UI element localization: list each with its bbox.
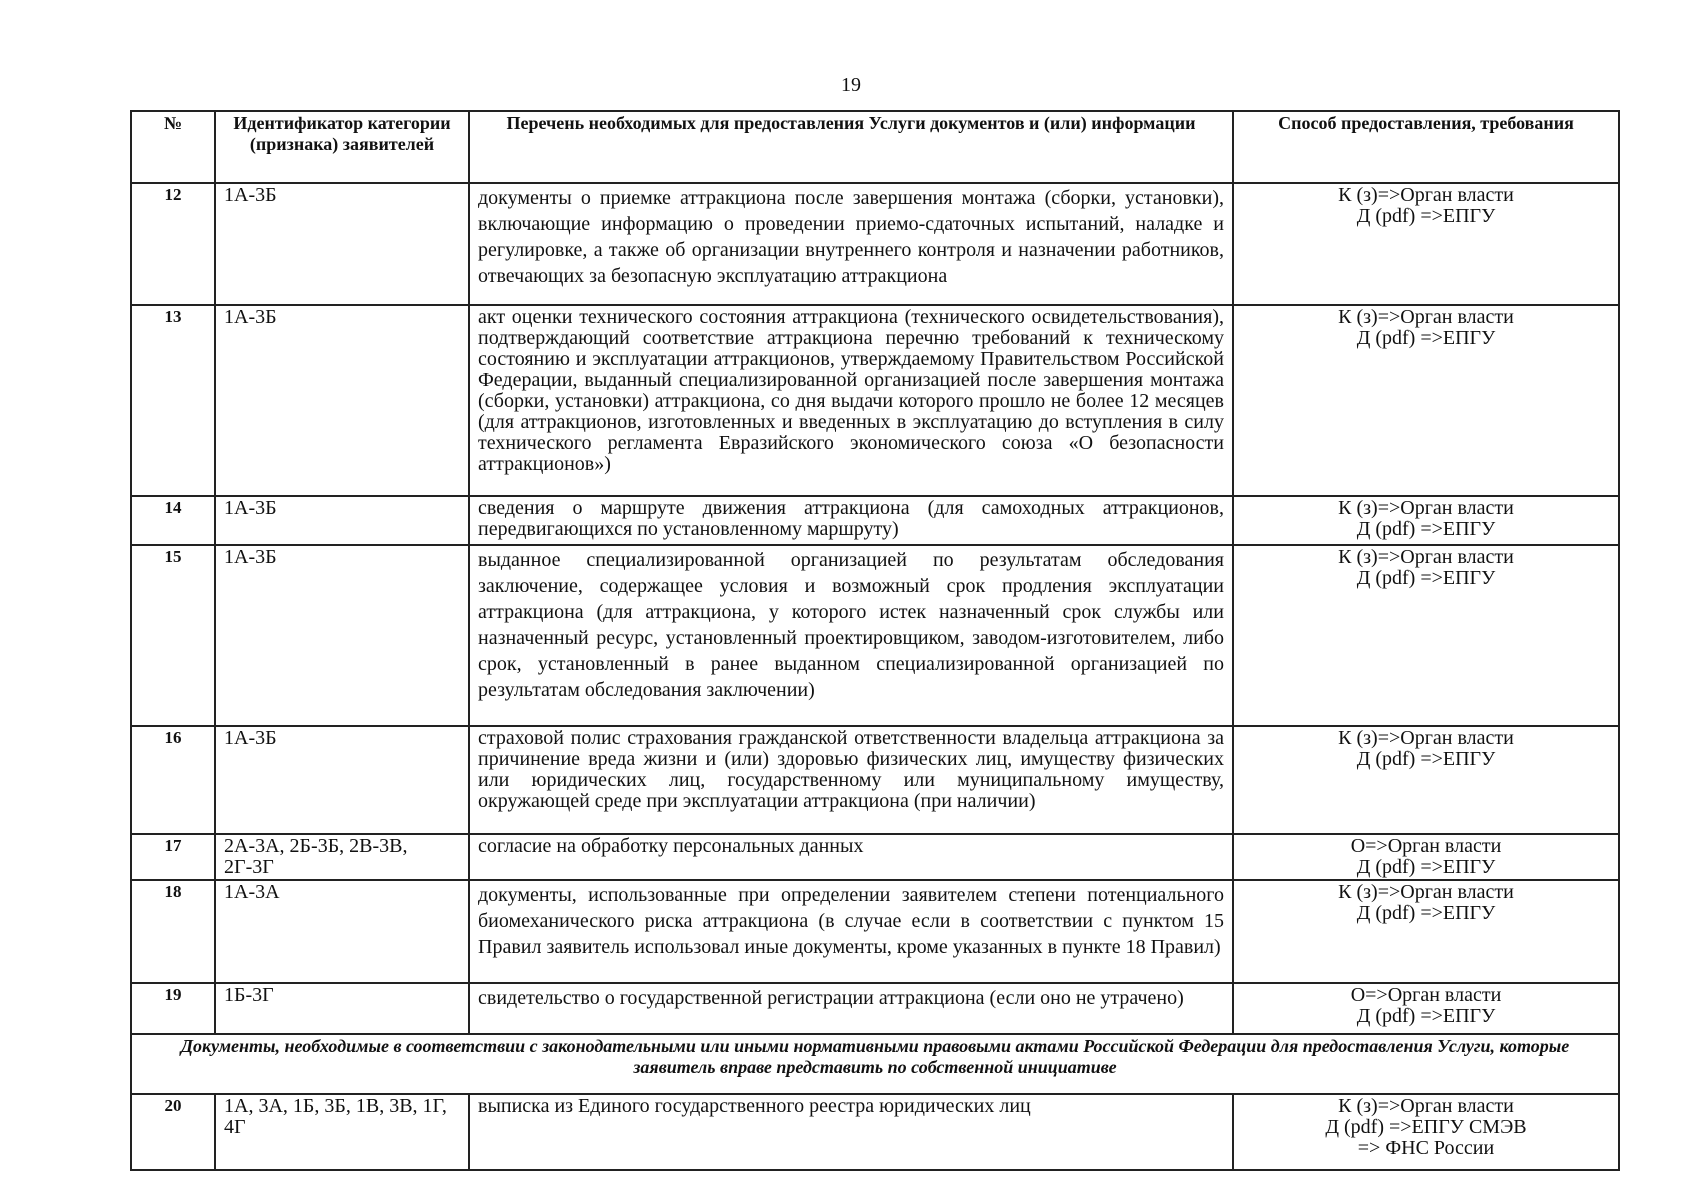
table-row [131, 183, 1619, 305]
table-row [131, 496, 1619, 545]
row-documents: свидетельство о государственной регистрации аттракциона (если оно не утрачено) [469, 983, 1233, 1034]
row-num: 13 [131, 305, 215, 496]
header-num: № [131, 111, 215, 183]
table-row [131, 305, 1619, 496]
method-line: Д (pdf) =>ЕПГУ [1356, 327, 1496, 349]
row-num: 14 [131, 496, 215, 545]
table-row [131, 726, 1619, 834]
row-num: 15 [131, 545, 215, 726]
header-documents: Перечень необходимых для предоставления Услуги документов и (или) информации [469, 111, 1233, 183]
table-row [131, 1094, 1619, 1170]
row-documents: акт оценки технического состояния аттракциона (технического освидетельствования), подтверждающий соответствие аттракциона перечню требований к техническому состоянию и эксплуатации аттракционов, утверждаемому Правительством Российской Федерации, выданный специализированной организацией после завершения монтажа (сборки, установки) аттракциона, со дня выдачи которого прошло не более 12 месяцев (для аттракционов, изготовленных и введенных в эксплуатацию до вступления в силу технического регламента Евразийского экономического союза «О безопасности аттракционов») [469, 305, 1233, 496]
documents-table [130, 110, 1620, 1171]
row-num: 19 [131, 983, 215, 1034]
method-line: => ФНС России [1357, 1137, 1495, 1159]
row-method [1233, 545, 1619, 726]
row-documents: выданное специализированной организацией по результатам обследования заключение, содержащее условия и возможный срок продления эксплуатации аттракциона (для аттракциона, у которого истек назначенный срок службы или назначенный ресурс, установленный проектировщиком, заводом-изготовителем, либо срок, установленный в ранее выданном специализированной организацией по результатам обследования заключении) [469, 545, 1233, 726]
row-num: 17 [131, 834, 215, 880]
row-documents: сведения о маршруте движения аттракциона (для самоходных аттракционов, передвигающихся по установленному маршруту) [469, 496, 1233, 545]
table-header-row [131, 111, 1619, 183]
row-num: 12 [131, 183, 215, 305]
row-num: 20 [131, 1094, 215, 1170]
method-line: К (з)=>Орган власти [1338, 546, 1514, 568]
row-method [1233, 880, 1619, 983]
method-line: Д (pdf) =>ЕПГУ [1356, 902, 1496, 924]
table-row [131, 880, 1619, 983]
method-line: Д (pdf) =>ЕПГУ [1356, 1005, 1496, 1027]
row-method [1233, 726, 1619, 834]
row-category: 1А-3Б [215, 496, 469, 545]
row-documents: выписка из Единого государственного реестра юридических лиц [469, 1094, 1233, 1170]
row-method [1233, 305, 1619, 496]
row-category: 1А-3Б [215, 545, 469, 726]
table-row [131, 545, 1619, 726]
section-heading: Документы, необходимые в соответствии с законодательными или иными нормативными правовыми актами Российской Федерации для предоставления Услуги, которые заявитель вправе представить по собственной инициативе [131, 1034, 1619, 1094]
header-method: Способ предоставления, требования [1233, 111, 1619, 183]
table-row [131, 834, 1619, 880]
method-line: К (з)=>Орган власти [1338, 1095, 1514, 1117]
row-method [1233, 496, 1619, 545]
row-num: 16 [131, 726, 215, 834]
row-documents: документы, использованные при определении заявителем степени потенциального биомеханического риска аттракциона (в случае если в соответствии с пунктом 15 Правил заявитель использовал иные документы, кроме указанных в пункте 18 Правил) [469, 880, 1233, 983]
row-category: 1А, 3А, 1Б, 3Б, 1В, 3В, 1Г, 4Г [215, 1094, 469, 1170]
row-documents: страховой полис страхования гражданской ответственности владельца аттракциона за причинение вреда жизни и (или) здоровью физических лиц, имуществу физических или юридических лиц, государственному или муниципальному имуществу, окружающей среде при эксплуатации аттракциона (при наличии) [469, 726, 1233, 834]
method-line: К (з)=>Орган власти [1338, 306, 1514, 328]
row-method [1233, 983, 1619, 1034]
method-line: К (з)=>Орган власти [1338, 184, 1514, 206]
row-method [1233, 834, 1619, 880]
row-category: 1А-3Б [215, 183, 469, 305]
method-line: Д (pdf) =>ЕПГУ [1356, 856, 1496, 878]
row-category: 1А-3А [215, 880, 469, 983]
header-category: Идентификатор категории (признака) заявителей [215, 111, 469, 183]
row-category: 1Б-3Г [215, 983, 469, 1034]
row-num: 18 [131, 880, 215, 983]
row-method [1233, 1094, 1619, 1170]
row-category: 1А-3Б [215, 305, 469, 496]
page-number: 19 [841, 74, 861, 96]
method-line: Д (pdf) =>ЕПГУ [1356, 567, 1496, 589]
method-line: Д (pdf) =>ЕПГУ [1356, 205, 1496, 227]
method-line: О=>Орган власти [1350, 835, 1502, 857]
method-line: К (з)=>Орган власти [1338, 881, 1514, 903]
table-row [131, 983, 1619, 1034]
row-documents: согласие на обработку персональных данных [469, 834, 1233, 880]
method-line: К (з)=>Орган власти [1338, 497, 1514, 519]
row-category: 2А-3А, 2Б-3Б, 2В-3В, 2Г-3Г [215, 834, 469, 880]
row-category: 1А-3Б [215, 726, 469, 834]
method-line: Д (pdf) =>ЕПГУ [1356, 748, 1496, 770]
method-line: Д (pdf) =>ЕПГУ [1356, 518, 1496, 540]
row-method [1233, 183, 1619, 305]
method-line: О=>Орган власти [1350, 984, 1502, 1006]
method-line: Д (pdf) =>ЕПГУ СМЭВ [1325, 1116, 1527, 1138]
row-documents: документы о приемке аттракциона после завершения монтажа (сборки, установки), включающие информацию о проведении приемо-сдаточных испытаний, наладке и регулировке, а также об организации внутреннего контроля и назначении работников, отвечающих за безопасную эксплуатацию аттракциона [469, 183, 1233, 305]
method-line: К (з)=>Орган власти [1338, 727, 1514, 749]
section-heading-row [131, 1034, 1619, 1094]
